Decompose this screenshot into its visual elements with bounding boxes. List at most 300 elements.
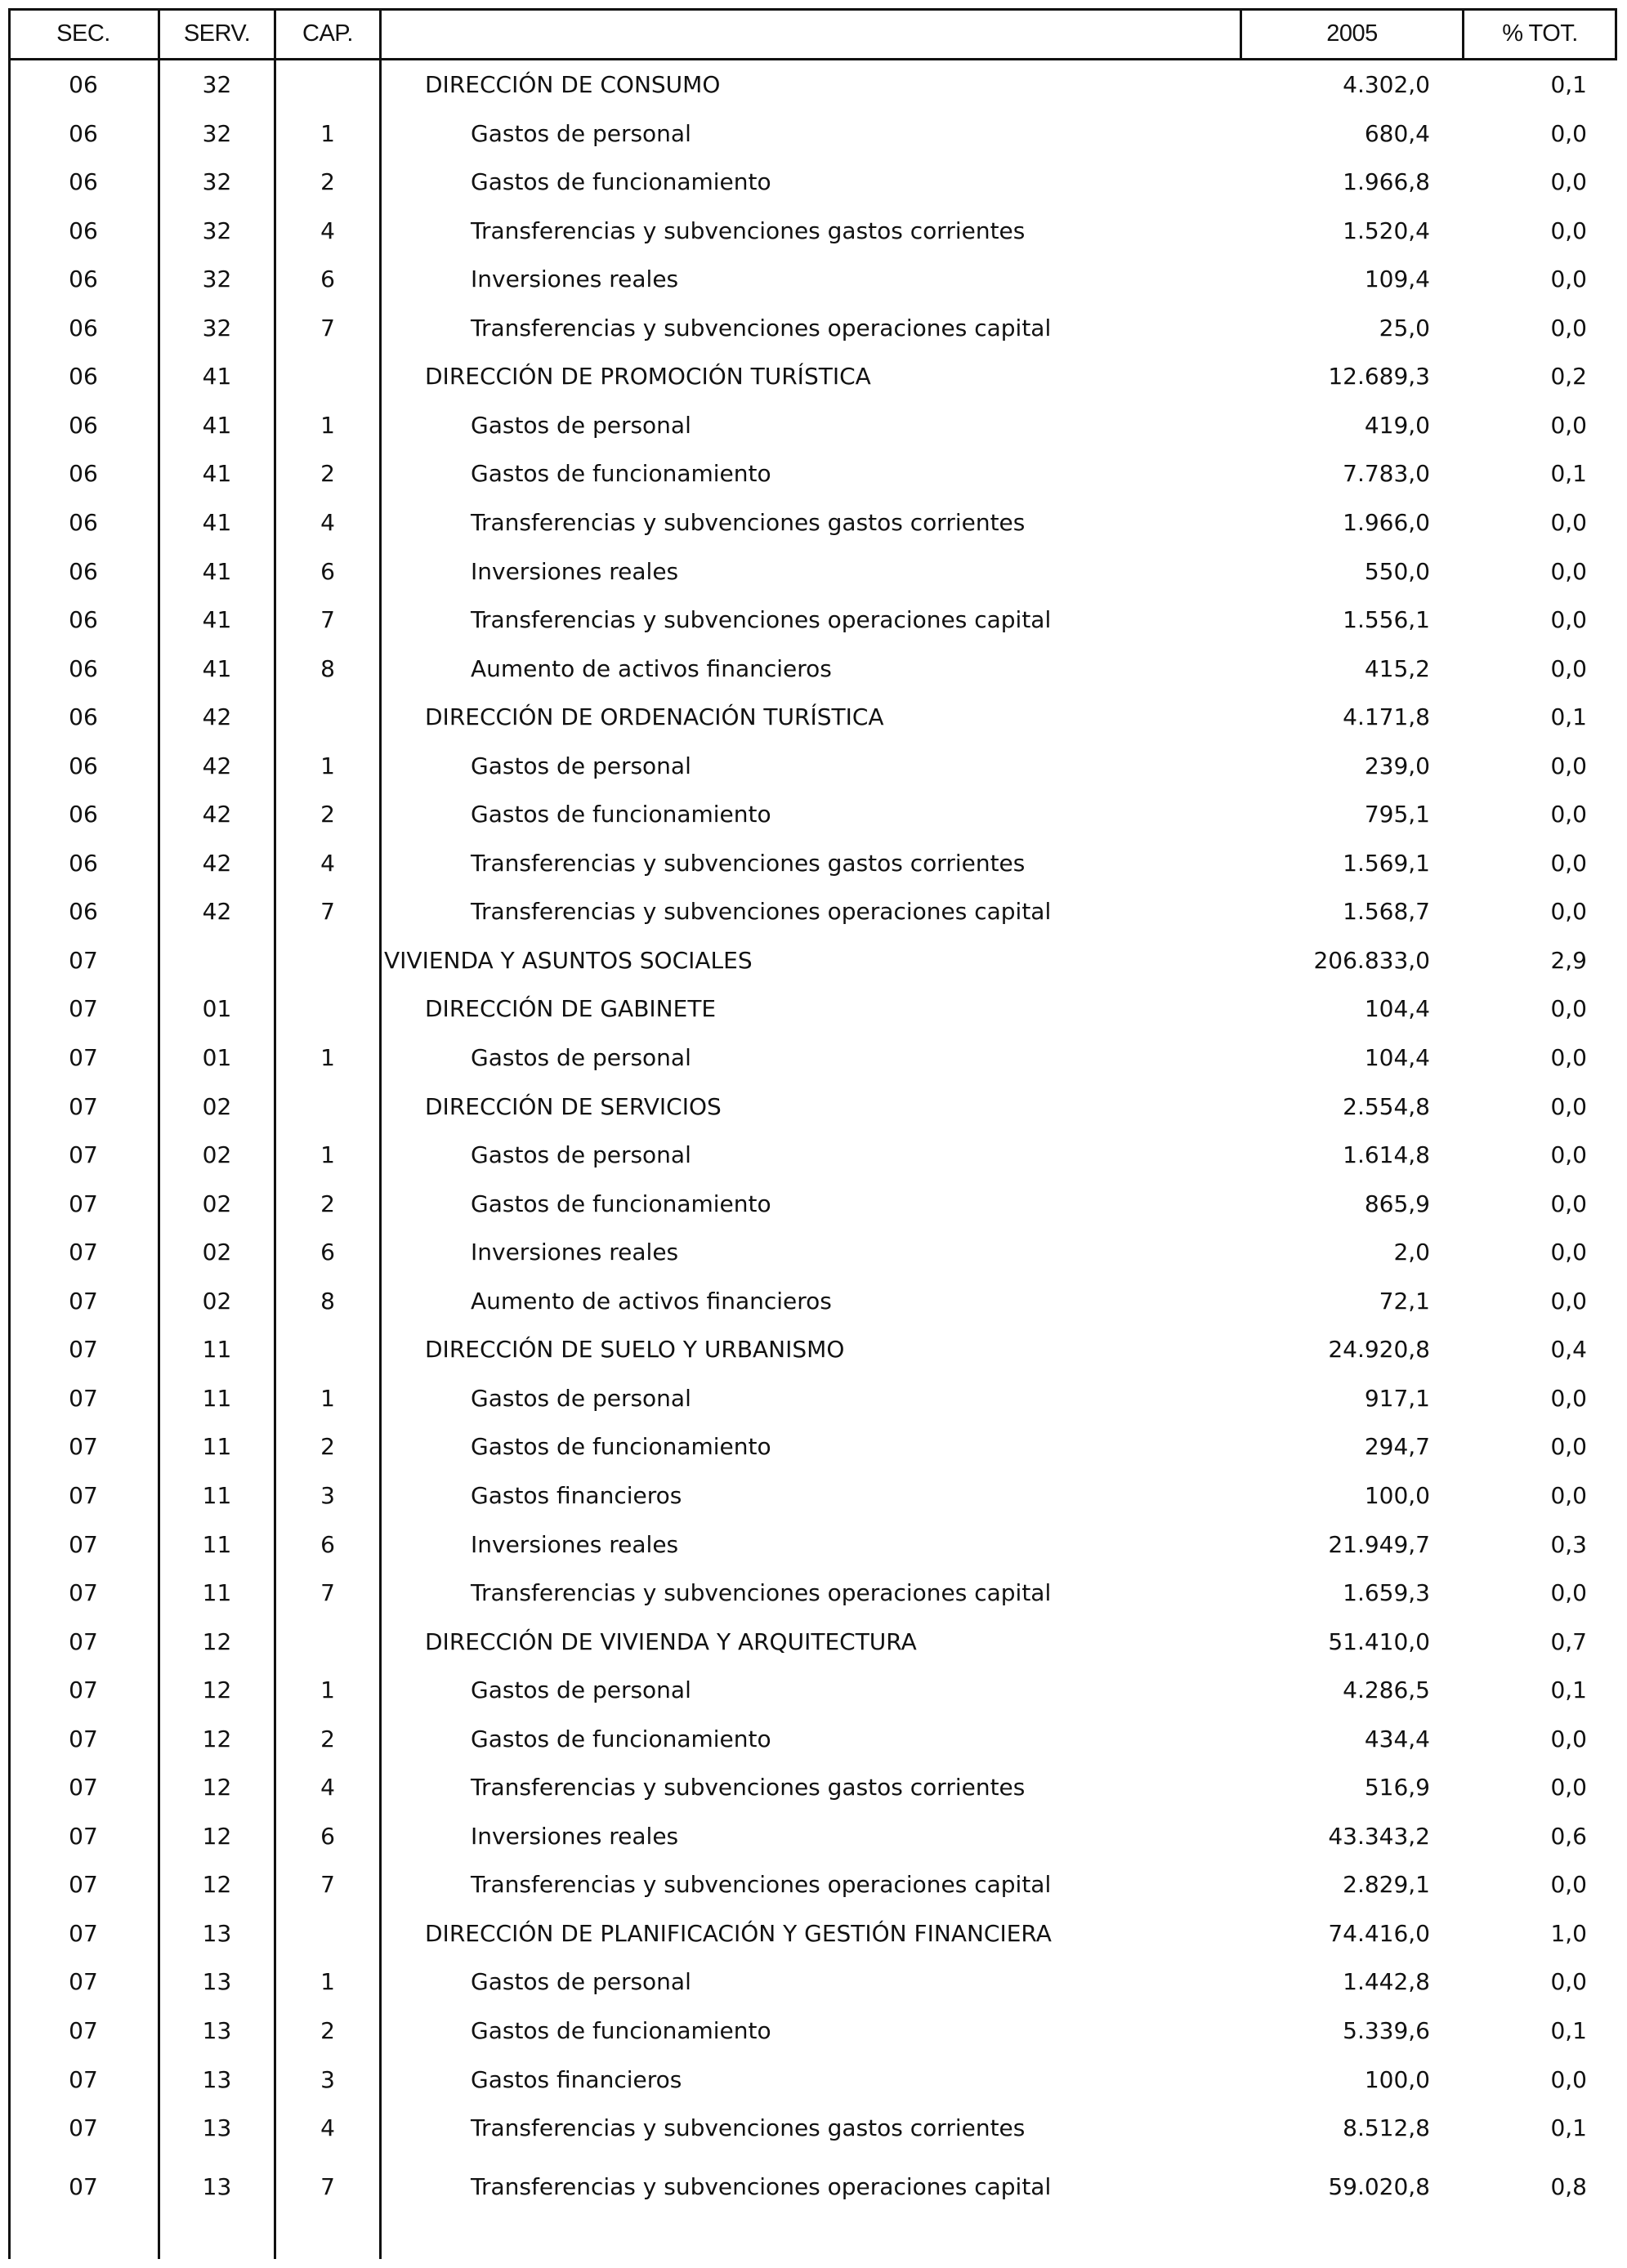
cell-description: Gastos de personal xyxy=(471,752,691,779)
cell-amount-2005: 2.829,1 xyxy=(1343,1871,1430,1898)
cell-sec: 06 xyxy=(69,898,98,925)
cell-amount-2005: 206.833,0 xyxy=(1313,947,1430,974)
cell-cap xyxy=(275,693,380,741)
cell-serv: 01 xyxy=(202,1044,232,1071)
cell-amount-2005: 415,2 xyxy=(1364,655,1430,682)
cell-serv: 11 xyxy=(202,1482,232,1509)
cell-pct-total: 0,1 xyxy=(1550,460,1587,487)
header-year: 2005 xyxy=(1326,20,1378,47)
cell-description: DIRECCIÓN DE CONSUMO xyxy=(425,71,721,98)
cell-description: Transferencias y subvenciones operaciones capital xyxy=(471,1871,1052,1898)
cell-serv: 41 xyxy=(202,558,232,585)
cell-description: Inversiones reales xyxy=(471,1239,679,1266)
cell-description: Transferencias y subvenciones operaciones capital xyxy=(471,1579,1052,1606)
cell-cap: 1 xyxy=(320,1044,335,1071)
cell-sec: 06 xyxy=(69,752,98,779)
cell-pct-total: 0,0 xyxy=(1550,1190,1587,1217)
cell-sec: 07 xyxy=(69,2066,98,2093)
table-row xyxy=(0,1422,1627,1471)
cell-pct-total: 0,0 xyxy=(1550,558,1587,585)
cell-cap: 1 xyxy=(320,120,335,147)
table-row xyxy=(0,742,1627,790)
cell-pct-total: 0,0 xyxy=(1550,850,1587,877)
table-row xyxy=(0,1618,1627,1666)
table-row xyxy=(0,207,1627,255)
cell-description: Gastos de funcionamiento xyxy=(471,801,771,828)
cell-serv: 12 xyxy=(202,1871,232,1898)
cell-amount-2005: 795,1 xyxy=(1364,801,1430,828)
cell-cap: 7 xyxy=(320,2173,335,2200)
cell-sec: 06 xyxy=(69,509,98,536)
table-row xyxy=(0,1909,1627,1958)
cell-cap: 1 xyxy=(320,412,335,439)
table-row xyxy=(0,1374,1627,1422)
cell-amount-2005: 2,0 xyxy=(1393,1239,1430,1266)
cell-amount-2005: 4.171,8 xyxy=(1343,703,1430,730)
cell-description: Transferencias y subvenciones gastos corrientes xyxy=(471,850,1026,877)
cell-sec: 07 xyxy=(69,1385,98,1412)
cell-amount-2005: 12.689,3 xyxy=(1328,363,1430,390)
cell-cap xyxy=(275,1618,380,1666)
cell-cap: 4 xyxy=(320,509,335,536)
cell-pct-total: 0,0 xyxy=(1550,509,1587,536)
cell-sec: 07 xyxy=(69,1141,98,1168)
cell-serv: 41 xyxy=(202,509,232,536)
cell-pct-total: 0,0 xyxy=(1550,606,1587,633)
cell-serv: 32 xyxy=(202,266,232,292)
table-row xyxy=(0,2163,1627,2211)
cell-description: Transferencias y subvenciones gastos corrientes xyxy=(471,509,1026,536)
cell-amount-2005: 516,9 xyxy=(1364,1774,1430,1801)
cell-amount-2005: 8.512,8 xyxy=(1343,2114,1430,2141)
table-row xyxy=(0,790,1627,838)
cell-cap: 6 xyxy=(320,558,335,585)
cell-pct-total: 0,0 xyxy=(1550,801,1587,828)
cell-sec: 06 xyxy=(69,120,98,147)
cell-cap: 7 xyxy=(320,1579,335,1606)
table-row xyxy=(0,255,1627,303)
cell-pct-total: 0,1 xyxy=(1550,2114,1587,2141)
cell-amount-2005: 2.554,8 xyxy=(1343,1093,1430,1120)
cell-pct-total: 0,0 xyxy=(1550,1726,1587,1752)
cell-sec: 06 xyxy=(69,703,98,730)
cell-description: Inversiones reales xyxy=(471,266,679,292)
cell-sec: 06 xyxy=(69,655,98,682)
cell-pct-total: 0,0 xyxy=(1550,1141,1587,1168)
cell-cap: 3 xyxy=(320,1482,335,1509)
cell-sec: 06 xyxy=(69,850,98,877)
cell-cap: 7 xyxy=(320,1871,335,1898)
cell-sec: 06 xyxy=(69,71,98,98)
cell-serv: 13 xyxy=(202,1968,232,1995)
cell-sec: 06 xyxy=(69,363,98,390)
table-row xyxy=(0,1277,1627,1325)
cell-sec: 06 xyxy=(69,412,98,439)
cell-sec: 07 xyxy=(69,1433,98,1460)
table-row xyxy=(0,158,1627,206)
cell-serv: 42 xyxy=(202,898,232,925)
cell-description: Gastos de funcionamiento xyxy=(471,2017,771,2044)
col-rule-year xyxy=(1462,8,1464,60)
cell-amount-2005: 434,4 xyxy=(1364,1726,1430,1752)
cell-sec: 07 xyxy=(69,1093,98,1120)
cell-serv: 12 xyxy=(202,1726,232,1752)
table-row xyxy=(0,352,1627,400)
table-row xyxy=(0,887,1627,935)
cell-serv: 41 xyxy=(202,460,232,487)
cell-pct-total: 0,0 xyxy=(1550,315,1587,342)
cell-amount-2005: 43.343,2 xyxy=(1328,1823,1430,1850)
cell-amount-2005: 1.659,3 xyxy=(1343,1579,1430,1606)
table-row xyxy=(0,596,1627,644)
cell-pct-total: 0,0 xyxy=(1550,1093,1587,1120)
cell-cap: 6 xyxy=(320,1531,335,1558)
cell-serv: 02 xyxy=(202,1239,232,1266)
cell-amount-2005: 680,4 xyxy=(1364,120,1430,147)
table-row xyxy=(0,1715,1627,1763)
cell-cap: 8 xyxy=(320,655,335,682)
cell-cap xyxy=(275,1083,380,1131)
table-row xyxy=(0,936,1627,984)
cell-sec: 07 xyxy=(69,2017,98,2044)
cell-amount-2005: 294,7 xyxy=(1364,1433,1430,1460)
cell-serv: 02 xyxy=(202,1288,232,1315)
table-row xyxy=(0,1034,1627,1082)
cell-description: Gastos de funcionamiento xyxy=(471,168,771,195)
cell-serv: 11 xyxy=(202,1433,232,1460)
cell-serv: 41 xyxy=(202,412,232,439)
cell-sec: 07 xyxy=(69,1336,98,1363)
cell-cap xyxy=(275,1325,380,1373)
cell-amount-2005: 104,4 xyxy=(1364,1044,1430,1071)
cell-cap: 2 xyxy=(320,1726,335,1752)
header-cap: CAP. xyxy=(302,20,353,47)
cell-description: DIRECCIÓN DE ORDENACIÓN TURÍSTICA xyxy=(425,703,884,730)
cell-amount-2005: 5.339,6 xyxy=(1343,2017,1430,2044)
cell-pct-total: 0,6 xyxy=(1550,1823,1587,1850)
cell-sec: 07 xyxy=(69,1920,98,1947)
cell-pct-total: 0,0 xyxy=(1550,217,1587,244)
cell-pct-total: 0,0 xyxy=(1550,1288,1587,1315)
cell-description: VIVIENDA Y ASUNTOS SOCIALES xyxy=(384,947,753,974)
cell-description: Transferencias y subvenciones gastos corrientes xyxy=(471,1774,1026,1801)
cell-serv: 42 xyxy=(202,801,232,828)
cell-sec: 06 xyxy=(69,217,98,244)
cell-description: Gastos de personal xyxy=(471,1968,691,1995)
cell-cap xyxy=(275,984,380,1033)
cell-serv: 32 xyxy=(202,120,232,147)
table-row xyxy=(0,1083,1627,1131)
cell-serv: 32 xyxy=(202,71,232,98)
cell-amount-2005: 1.569,1 xyxy=(1343,850,1430,877)
cell-description: DIRECCIÓN DE VIVIENDA Y ARQUITECTURA xyxy=(425,1628,917,1655)
cell-pct-total: 0,0 xyxy=(1550,1239,1587,1266)
cell-pct-total: 0,0 xyxy=(1550,752,1587,779)
cell-pct-total: 0,0 xyxy=(1550,412,1587,439)
cell-pct-total: 0,0 xyxy=(1550,168,1587,195)
cell-serv: 12 xyxy=(202,1774,232,1801)
table-row xyxy=(0,1471,1627,1520)
cell-sec: 07 xyxy=(69,1531,98,1558)
cell-description: DIRECCIÓN DE PROMOCIÓN TURÍSTICA xyxy=(425,363,871,390)
cell-serv: 01 xyxy=(202,995,232,1022)
table-row xyxy=(0,1569,1627,1617)
cell-serv: 12 xyxy=(202,1628,232,1655)
table-row xyxy=(0,645,1627,693)
cell-sec: 06 xyxy=(69,558,98,585)
cell-serv: 42 xyxy=(202,752,232,779)
table-row xyxy=(0,1228,1627,1276)
cell-serv: 13 xyxy=(202,2114,232,2141)
cell-cap: 2 xyxy=(320,168,335,195)
cell-sec: 07 xyxy=(69,1190,98,1217)
cell-cap: 2 xyxy=(320,801,335,828)
cell-serv: 13 xyxy=(202,2066,232,2093)
cell-serv: 42 xyxy=(202,703,232,730)
cell-amount-2005: 109,4 xyxy=(1364,266,1430,292)
cell-cap: 2 xyxy=(320,1433,335,1460)
cell-description: Gastos financieros xyxy=(471,1482,682,1509)
cell-description: DIRECCIÓN DE GABINETE xyxy=(425,995,717,1022)
cell-cap: 4 xyxy=(320,1774,335,1801)
cell-amount-2005: 51.410,0 xyxy=(1328,1628,1430,1655)
cell-cap: 1 xyxy=(320,752,335,779)
table-row xyxy=(0,109,1627,158)
cell-amount-2005: 74.416,0 xyxy=(1328,1920,1430,1947)
cell-cap: 8 xyxy=(320,1288,335,1315)
cell-sec: 07 xyxy=(69,1044,98,1071)
cell-cap: 4 xyxy=(320,2114,335,2141)
cell-cap: 4 xyxy=(320,217,335,244)
cell-sec: 07 xyxy=(69,1482,98,1509)
cell-description: Transferencias y subvenciones operaciones capital xyxy=(471,315,1052,342)
cell-serv: 12 xyxy=(202,1823,232,1850)
cell-cap xyxy=(275,1909,380,1958)
cell-cap xyxy=(275,60,380,109)
header-description xyxy=(380,8,1241,60)
cell-pct-total: 0,2 xyxy=(1550,363,1587,390)
cell-pct-total: 0,7 xyxy=(1550,1628,1587,1655)
cell-cap: 7 xyxy=(320,315,335,342)
table-row xyxy=(0,304,1627,352)
cell-amount-2005: 917,1 xyxy=(1364,1385,1430,1412)
cell-description: DIRECCIÓN DE SERVICIOS xyxy=(425,1093,722,1120)
cell-serv: 13 xyxy=(202,1920,232,1947)
col-rule-desc xyxy=(1240,8,1242,60)
cell-description: Transferencias y subvenciones operaciones capital xyxy=(471,606,1052,633)
cell-pct-total: 0,1 xyxy=(1550,71,1587,98)
cell-pct-total: 0,0 xyxy=(1550,995,1587,1022)
cell-serv: 02 xyxy=(202,1093,232,1120)
cell-cap: 1 xyxy=(320,1968,335,1995)
cell-description: Aumento de activos financieros xyxy=(471,655,832,682)
cell-pct-total: 0,1 xyxy=(1550,1676,1587,1703)
cell-serv: 41 xyxy=(202,363,232,390)
table-row xyxy=(0,547,1627,596)
cell-description: Transferencias y subvenciones operaciones capital xyxy=(471,2173,1052,2200)
cell-cap: 4 xyxy=(320,850,335,877)
cell-sec: 07 xyxy=(69,1676,98,1703)
cell-cap: 1 xyxy=(320,1676,335,1703)
cell-pct-total: 0,0 xyxy=(1550,1385,1587,1412)
cell-sec: 07 xyxy=(69,1871,98,1898)
cell-cap: 3 xyxy=(320,2066,335,2093)
table-row xyxy=(0,449,1627,498)
cell-description: Gastos de personal xyxy=(471,120,691,147)
table-row xyxy=(0,498,1627,547)
table-row xyxy=(0,693,1627,741)
cell-amount-2005: 24.920,8 xyxy=(1328,1336,1430,1363)
cell-sec: 07 xyxy=(69,2173,98,2200)
table-row xyxy=(0,1763,1627,1811)
cell-description: Gastos de personal xyxy=(471,1044,691,1071)
cell-serv: 32 xyxy=(202,315,232,342)
cell-pct-total: 0,0 xyxy=(1550,1579,1587,1606)
cell-description: Gastos de funcionamiento xyxy=(471,1433,771,1460)
table-row xyxy=(0,1666,1627,1714)
cell-description: Aumento de activos financieros xyxy=(471,1288,832,1315)
cell-description: Gastos de personal xyxy=(471,412,691,439)
cell-pct-total: 0,1 xyxy=(1550,2017,1587,2044)
cell-description: Gastos de funcionamiento xyxy=(471,1190,771,1217)
table-row xyxy=(0,1812,1627,1860)
cell-cap xyxy=(275,352,380,400)
cell-sec: 06 xyxy=(69,168,98,195)
cell-sec: 07 xyxy=(69,1968,98,1995)
cell-serv: 13 xyxy=(202,2173,232,2200)
cell-cap: 2 xyxy=(320,2017,335,2044)
cell-pct-total: 0,4 xyxy=(1550,1336,1587,1363)
cell-amount-2005: 1.442,8 xyxy=(1343,1968,1430,1995)
cell-amount-2005: 1.966,8 xyxy=(1343,168,1430,195)
cell-sec: 07 xyxy=(69,1579,98,1606)
cell-amount-2005: 104,4 xyxy=(1364,995,1430,1022)
cell-pct-total: 0,0 xyxy=(1550,266,1587,292)
table-row xyxy=(0,984,1627,1033)
cell-description: Gastos de personal xyxy=(471,1141,691,1168)
table-row xyxy=(0,1180,1627,1228)
cell-amount-2005: 7.783,0 xyxy=(1343,460,1430,487)
cell-sec: 06 xyxy=(69,801,98,828)
cell-description: Inversiones reales xyxy=(471,1531,679,1558)
cell-sec: 07 xyxy=(69,1628,98,1655)
cell-pct-total: 0,0 xyxy=(1550,1774,1587,1801)
cell-serv: 11 xyxy=(202,1531,232,1558)
cell-serv: 41 xyxy=(202,606,232,633)
cell-amount-2005: 1.520,4 xyxy=(1343,217,1430,244)
cell-cap: 6 xyxy=(320,1239,335,1266)
cell-pct-total: 0,0 xyxy=(1550,898,1587,925)
cell-serv: 12 xyxy=(202,1676,232,1703)
cell-amount-2005: 21.949,7 xyxy=(1328,1531,1430,1558)
cell-pct-total: 0,0 xyxy=(1550,2066,1587,2093)
header-sec: SEC. xyxy=(56,20,110,47)
cell-sec: 07 xyxy=(69,1823,98,1850)
cell-serv xyxy=(159,936,275,984)
cell-serv: 13 xyxy=(202,2017,232,2044)
table-row xyxy=(0,1520,1627,1569)
cell-pct-total: 0,1 xyxy=(1550,703,1587,730)
cell-pct-total: 0,0 xyxy=(1550,1433,1587,1460)
header-pct: % TOT. xyxy=(1502,20,1578,47)
cell-cap: 6 xyxy=(320,266,335,292)
cell-pct-total: 0,0 xyxy=(1550,655,1587,682)
table-row xyxy=(0,60,1627,109)
cell-sec: 06 xyxy=(69,460,98,487)
cell-cap: 7 xyxy=(320,898,335,925)
cell-cap: 2 xyxy=(320,460,335,487)
header-serv: SERV. xyxy=(183,20,251,47)
cell-sec: 07 xyxy=(69,1288,98,1315)
cell-description: DIRECCIÓN DE PLANIFICACIÓN Y GESTIÓN FINANCIERA xyxy=(425,1920,1052,1947)
cell-description: Gastos de funcionamiento xyxy=(471,460,771,487)
cell-sec: 06 xyxy=(69,606,98,633)
cell-sec: 06 xyxy=(69,315,98,342)
cell-amount-2005: 4.286,5 xyxy=(1343,1676,1430,1703)
cell-serv: 42 xyxy=(202,850,232,877)
cell-sec: 07 xyxy=(69,2114,98,2141)
cell-description: DIRECCIÓN DE SUELO Y URBANISMO xyxy=(425,1336,845,1363)
cell-description: Inversiones reales xyxy=(471,1823,679,1850)
table-row xyxy=(0,2007,1627,2055)
cell-sec: 07 xyxy=(69,1239,98,1266)
cell-cap: 7 xyxy=(320,606,335,633)
cell-sec: 07 xyxy=(69,947,98,974)
col-rule-right xyxy=(1615,8,1617,60)
cell-amount-2005: 1.614,8 xyxy=(1343,1141,1430,1168)
cell-description: Gastos de funcionamiento xyxy=(471,1726,771,1752)
table-row xyxy=(0,2056,1627,2104)
cell-pct-total: 0,0 xyxy=(1550,1871,1587,1898)
cell-amount-2005: 419,0 xyxy=(1364,412,1430,439)
cell-amount-2005: 239,0 xyxy=(1364,752,1430,779)
table-row xyxy=(0,1325,1627,1373)
cell-amount-2005: 4.302,0 xyxy=(1343,71,1430,98)
cell-amount-2005: 59.020,8 xyxy=(1328,2173,1430,2200)
cell-cap xyxy=(275,936,380,984)
cell-pct-total: 0,0 xyxy=(1550,1482,1587,1509)
cell-serv: 11 xyxy=(202,1579,232,1606)
cell-cap: 2 xyxy=(320,1190,335,1217)
cell-amount-2005: 1.556,1 xyxy=(1343,606,1430,633)
table-row xyxy=(0,1958,1627,2006)
cell-serv: 02 xyxy=(202,1141,232,1168)
table-row xyxy=(0,1131,1627,1179)
cell-pct-total: 0,3 xyxy=(1550,1531,1587,1558)
cell-pct-total: 2,9 xyxy=(1550,947,1587,974)
cell-description: Gastos de personal xyxy=(471,1676,691,1703)
cell-amount-2005: 1.568,7 xyxy=(1343,898,1430,925)
cell-pct-total: 0,8 xyxy=(1550,2173,1587,2200)
cell-description: Inversiones reales xyxy=(471,558,679,585)
table-row xyxy=(0,401,1627,449)
cell-amount-2005: 865,9 xyxy=(1364,1190,1430,1217)
cell-description: Gastos financieros xyxy=(471,2066,682,2093)
cell-amount-2005: 72,1 xyxy=(1379,1288,1430,1315)
cell-sec: 06 xyxy=(69,266,98,292)
cell-pct-total: 0,0 xyxy=(1550,1968,1587,1995)
cell-amount-2005: 100,0 xyxy=(1364,2066,1430,2093)
cell-sec: 07 xyxy=(69,995,98,1022)
table-row xyxy=(0,2104,1627,2152)
cell-cap: 6 xyxy=(320,1823,335,1850)
cell-cap: 1 xyxy=(320,1385,335,1412)
cell-amount-2005: 1.966,0 xyxy=(1343,509,1430,536)
cell-description: Transferencias y subvenciones operaciones capital xyxy=(471,898,1052,925)
cell-pct-total: 0,0 xyxy=(1550,120,1587,147)
table-row xyxy=(0,839,1627,887)
cell-amount-2005: 550,0 xyxy=(1364,558,1430,585)
